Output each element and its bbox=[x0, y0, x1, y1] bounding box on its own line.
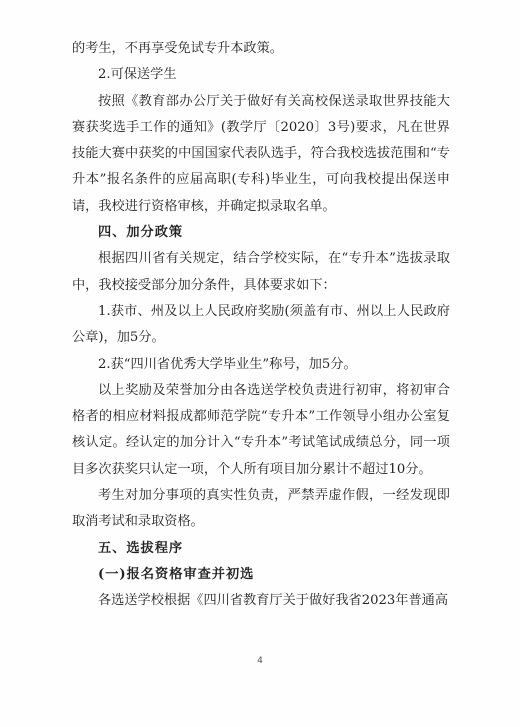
paragraph-bonus-intro: 根据四川省有关规定，结合学校实际，在“专升本”选拔录取中，我校接受部分加分条件，具体要求如下： bbox=[72, 251, 450, 293]
page-number: 4 bbox=[257, 656, 263, 666]
subheading-registration-review: (一)报名资格审查并初选 bbox=[98, 566, 255, 582]
section-heading-selection-procedure: 五、选拔程序 bbox=[98, 540, 184, 556]
list-item-bonus-outstanding-graduate: 2.获“四川省优秀大学毕业生”称号，加5分。 bbox=[98, 356, 357, 372]
document-body bbox=[72, 36, 450, 615]
list-item-bonus-government-award: 1.获市、州及以上人民政府奖励(须盖有市、州以上人民政府公章)，加5分。 bbox=[72, 303, 450, 346]
paragraph-continuation: 的考生，不再享受免试专升本政策。 bbox=[72, 41, 283, 56]
list-item-recommended-students: 2.可保送学生 bbox=[98, 67, 177, 83]
paragraph-bonus-integrity: 考生对加分事项的真实性负责，严禁弄虚作假，一经发现即取消考试和录取资格。 bbox=[72, 488, 450, 530]
section-heading-bonus-policy: 四、加分政策 bbox=[98, 225, 184, 241]
paragraph-registration-review: 各选送学校根据《四川省教育厅关于做好我省2023年普通高 bbox=[98, 593, 449, 609]
paragraph-bonus-review: 以上奖励及荣誉加分由各选送学校负责进行初审，将初审合格者的相应材料报成都师范学院“专升本”工作领导小组办公室复核认定。经认定的加分计入“专升本”考试笔试成绩总分，同一项目多次获奖只认定一项，个人所有项目加分累计不超过10分。 bbox=[72, 382, 450, 477]
paragraph-recommendation-policy: 按照《教育部办公厅关于做好有关高校保送录取世界技能大赛获奖选手工作的通知》(教学厅〔2020〕3号)要求，凡在世界技能大赛中获奖的中国国家代表队选手，符合我校选拔范围和“专升本”报名条件的应届高职(专科)毕业生，可向我校提出保送申请，我校进行资格审核，并确定拟录取名单。 bbox=[72, 93, 450, 214]
